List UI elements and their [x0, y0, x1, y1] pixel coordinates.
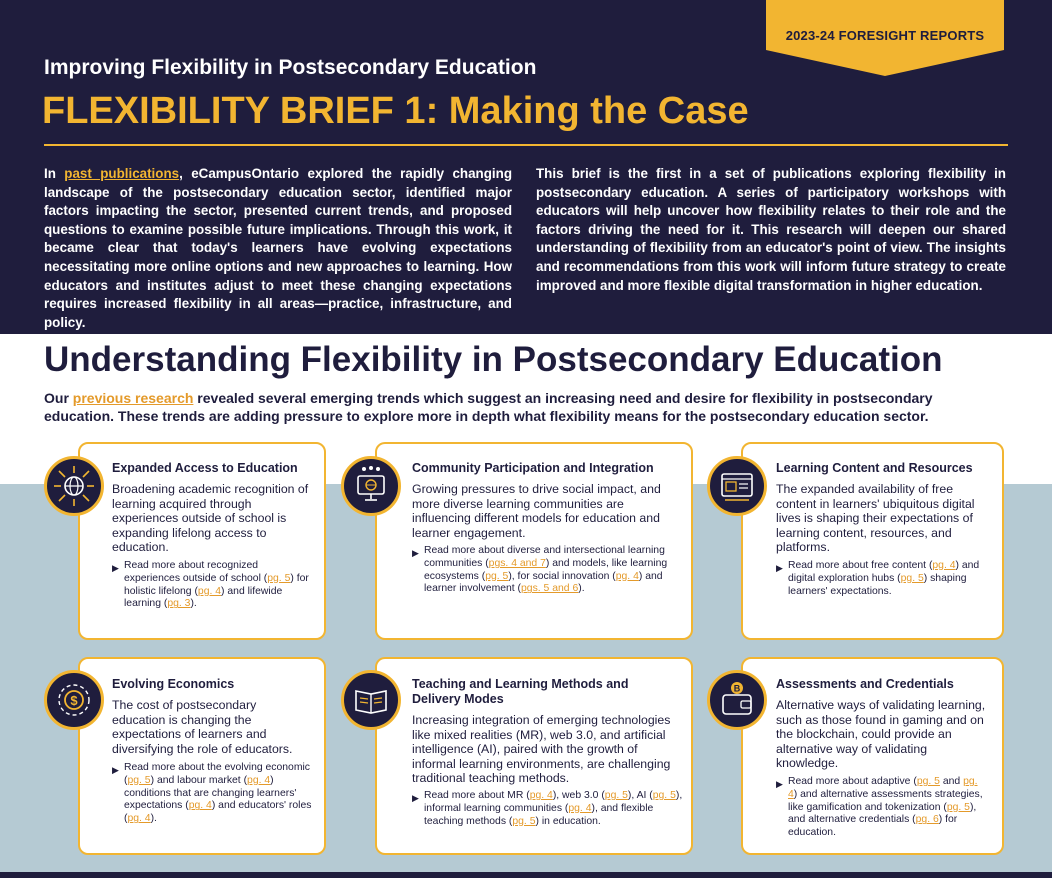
card-title: Assessments and Credentials [776, 677, 954, 691]
page-reference-link[interactable]: pg. 4 [127, 813, 151, 825]
community-monitor-icon [341, 456, 401, 516]
section-intro-text: revealed several emerging trends which suggest an increasing need and desire for flexibility in postsecondary education. These trends are adding pressure to explore more in depth what flexibility means for the postsecondary education sector. [44, 390, 933, 424]
card-description: Broadening academic recognition of learning acquired through experiences outside of school is expanding lifelong access to education. [112, 482, 309, 555]
read-more-text: ), informal learning communities ( [424, 790, 683, 814]
read-more-text: ) for holistic lifelong ( [124, 572, 309, 597]
page-reference-link[interactable]: pgs. 5 and 6 [521, 583, 579, 595]
read-more-text: ) and educators' roles ( [124, 800, 312, 825]
page-reference-link[interactable]: pg. 5 [652, 790, 676, 801]
card-read-more [112, 560, 312, 611]
page-reference-link[interactable]: pg. 5 [512, 815, 536, 827]
footer-bar [0, 872, 1052, 878]
intro-left-paragraph [44, 165, 512, 332]
read-more-text: ). [578, 583, 585, 595]
card-read-more [412, 545, 684, 596]
page-reference-link[interactable]: pg. 3 [167, 598, 191, 610]
read-more-text: ) for education. [788, 814, 958, 839]
bullet-triangle-icon: ▶ [412, 548, 419, 558]
read-more-text: ). [190, 598, 197, 610]
open-book-icon [341, 670, 401, 730]
page-reference-link[interactable]: pg. 6 [915, 814, 939, 826]
page-reference-link[interactable]: pg. 4 [788, 776, 978, 800]
globe-arrows-icon [44, 456, 104, 516]
section-title: Understanding Flexibility in Postsecondary Education [44, 340, 943, 379]
read-more-text: Read more about diverse and intersectional learning communities ( [424, 545, 665, 569]
section-intro [44, 389, 1004, 425]
card-description: The expanded availability of free content in learners' ubiquitous digital lives is shaping their expectations of learning content, resources, and platforms. [776, 482, 975, 555]
page-reference-link[interactable]: pg. 5 [485, 570, 509, 582]
card-read-more [412, 790, 688, 828]
bullet-triangle-icon: ▶ [776, 779, 783, 789]
intro-right-paragraph: This brief is the first in a set of publications exploring flexibility in postsecondary education. A series of participatory workshops with educators will help uncover how flexibility relates to their role and the factors driving the need for it. This research will deepen our shared understanding of flexibility from an educator's point of view. The insights and recommendations from this work will inform future strategy to create improved and more flexible digital transformation in higher education. [536, 166, 1006, 293]
page-reference-link[interactable]: pg. 5 [916, 776, 940, 787]
read-more-text: ) and alternative assessments strategies, like gamification and tokenization ( [788, 788, 983, 813]
card-description: Alternative ways of validating learning, such as those found in gaming and on the blockchain, could provide an alternative way of validating knowledge. [776, 698, 986, 771]
card-title: Evolving Economics [112, 677, 235, 691]
card-description: Growing pressures to drive social impact, and more diverse learning communities are influencing different models for education and learner engagement. [412, 482, 661, 540]
card-read-more [776, 776, 988, 840]
read-more-text: ) in education. [535, 815, 601, 827]
page-reference-link[interactable]: pg. 4 [247, 774, 271, 786]
title-divider [44, 144, 1008, 146]
svg-text:$: $ [70, 693, 78, 708]
bullet-triangle-icon: ▶ [412, 793, 419, 803]
page-reference-link[interactable]: pg. 4 [197, 585, 222, 597]
read-more-text: ) and lifewide learning ( [124, 585, 283, 610]
intro-left-text: , eCampusOntario explored the rapidly changing landscape of the postsecondary education sector, identified major factors impacting the sector, presented current trends, and proposed questions to examine possible future implications. Through this work, it became clear that today's learners have evolving expectations necessitating more online options and new approaches to learning. How educators and institutes adjust to meet these changing expectations requires increased flexibility in all areas—practice, infrastructure, and policy. [44, 166, 512, 330]
read-more-text: ), web 3.0 ( [552, 790, 605, 801]
page-reference-link[interactable]: pg. 4 [529, 790, 553, 801]
card-title: Community Participation and Integration [412, 461, 654, 475]
brief-title: FLEXIBILITY BRIEF 1: Making the Case [42, 90, 749, 132]
card-read-more [776, 560, 986, 598]
read-more-text: Read more about MR ( [424, 790, 530, 801]
banner-label: 2023-24 FORESIGHT REPORTS [785, 28, 985, 43]
page-reference-link[interactable]: pgs. 4 and 7 [488, 557, 546, 569]
read-more-text: ) and models, like learning ecosystems ( [424, 557, 668, 582]
read-more-text: ), and alternative credentials ( [788, 801, 977, 826]
bullet-triangle-icon: ▶ [112, 765, 119, 775]
crypto-wallet-icon [707, 670, 767, 730]
card-read-more [112, 762, 312, 826]
card-description: The cost of postsecondary education is changing the expectations of learners and diversifying the role of educators. [112, 698, 293, 756]
page-reference-link[interactable]: pg. 4 [615, 570, 639, 582]
page-reference-link[interactable]: pg. 5 [604, 790, 628, 801]
card-title: Expanded Access to Education [112, 461, 298, 475]
page-reference-link[interactable]: pg. 5 [900, 572, 924, 584]
page-reference-link[interactable]: pg. 5 [267, 572, 291, 584]
read-more-text: Read more about the evolving economic ( [124, 762, 310, 786]
browser-content-icon [707, 456, 767, 516]
report-banner [766, 0, 1004, 76]
card-title: Learning Content and Resources [776, 461, 973, 475]
read-more-text: ), and flexible teaching methods ( [424, 802, 654, 827]
card-description: Increasing integration of emerging technologies like mixed realities (MR), web 3.0, and artificial intelligence (AI), paired with the growth of informal learning environments, are challenging traditional teaching methods. [412, 713, 671, 786]
bullet-triangle-icon: ▶ [112, 563, 119, 573]
intro-left-prefix: In [44, 166, 65, 181]
page-reference-link[interactable]: pg. 4 [932, 560, 956, 571]
read-more-text: Read more about recognized experiences outside of school ( [124, 560, 268, 584]
svg-text:B: B [733, 683, 741, 694]
card-title: Teaching and Learning Methods and Delivery Modes [412, 677, 629, 706]
read-more-text: ) shaping learners' expectations. [788, 572, 967, 597]
page-reference-link[interactable]: pg. 4 [188, 800, 212, 812]
page-reference-link[interactable]: pg. 4 [568, 802, 592, 814]
read-more-text: ), for social innovation ( [508, 570, 616, 582]
dollar-coin-icon [44, 670, 104, 730]
page-reference-link[interactable]: pg. 5 [946, 801, 970, 813]
read-more-text: and [939, 776, 964, 787]
read-more-text: ) and learner involvement ( [424, 570, 663, 595]
read-more-text: ) and labour market ( [150, 774, 248, 786]
previous-research-link[interactable]: previous research [72, 390, 194, 406]
read-more-text: ) conditions that are changing learners' expectations ( [124, 774, 297, 812]
read-more-text: Read more about adaptive ( [788, 776, 917, 787]
bullet-triangle-icon: ▶ [776, 563, 783, 573]
read-more-text: ) and digital exploration hubs ( [788, 560, 980, 584]
header [0, 0, 1052, 334]
read-more-text: ), AI ( [627, 790, 653, 801]
read-more-text: Read more about free content ( [788, 560, 933, 571]
page-reference-link[interactable]: pg. 5 [127, 774, 151, 786]
brief-subtitle: Improving Flexibility in Postsecondary Education [44, 56, 537, 79]
read-more-text: ). [150, 813, 157, 825]
past-publications-link[interactable]: past publications [64, 166, 180, 181]
section-intro-prefix: Our [44, 390, 73, 406]
